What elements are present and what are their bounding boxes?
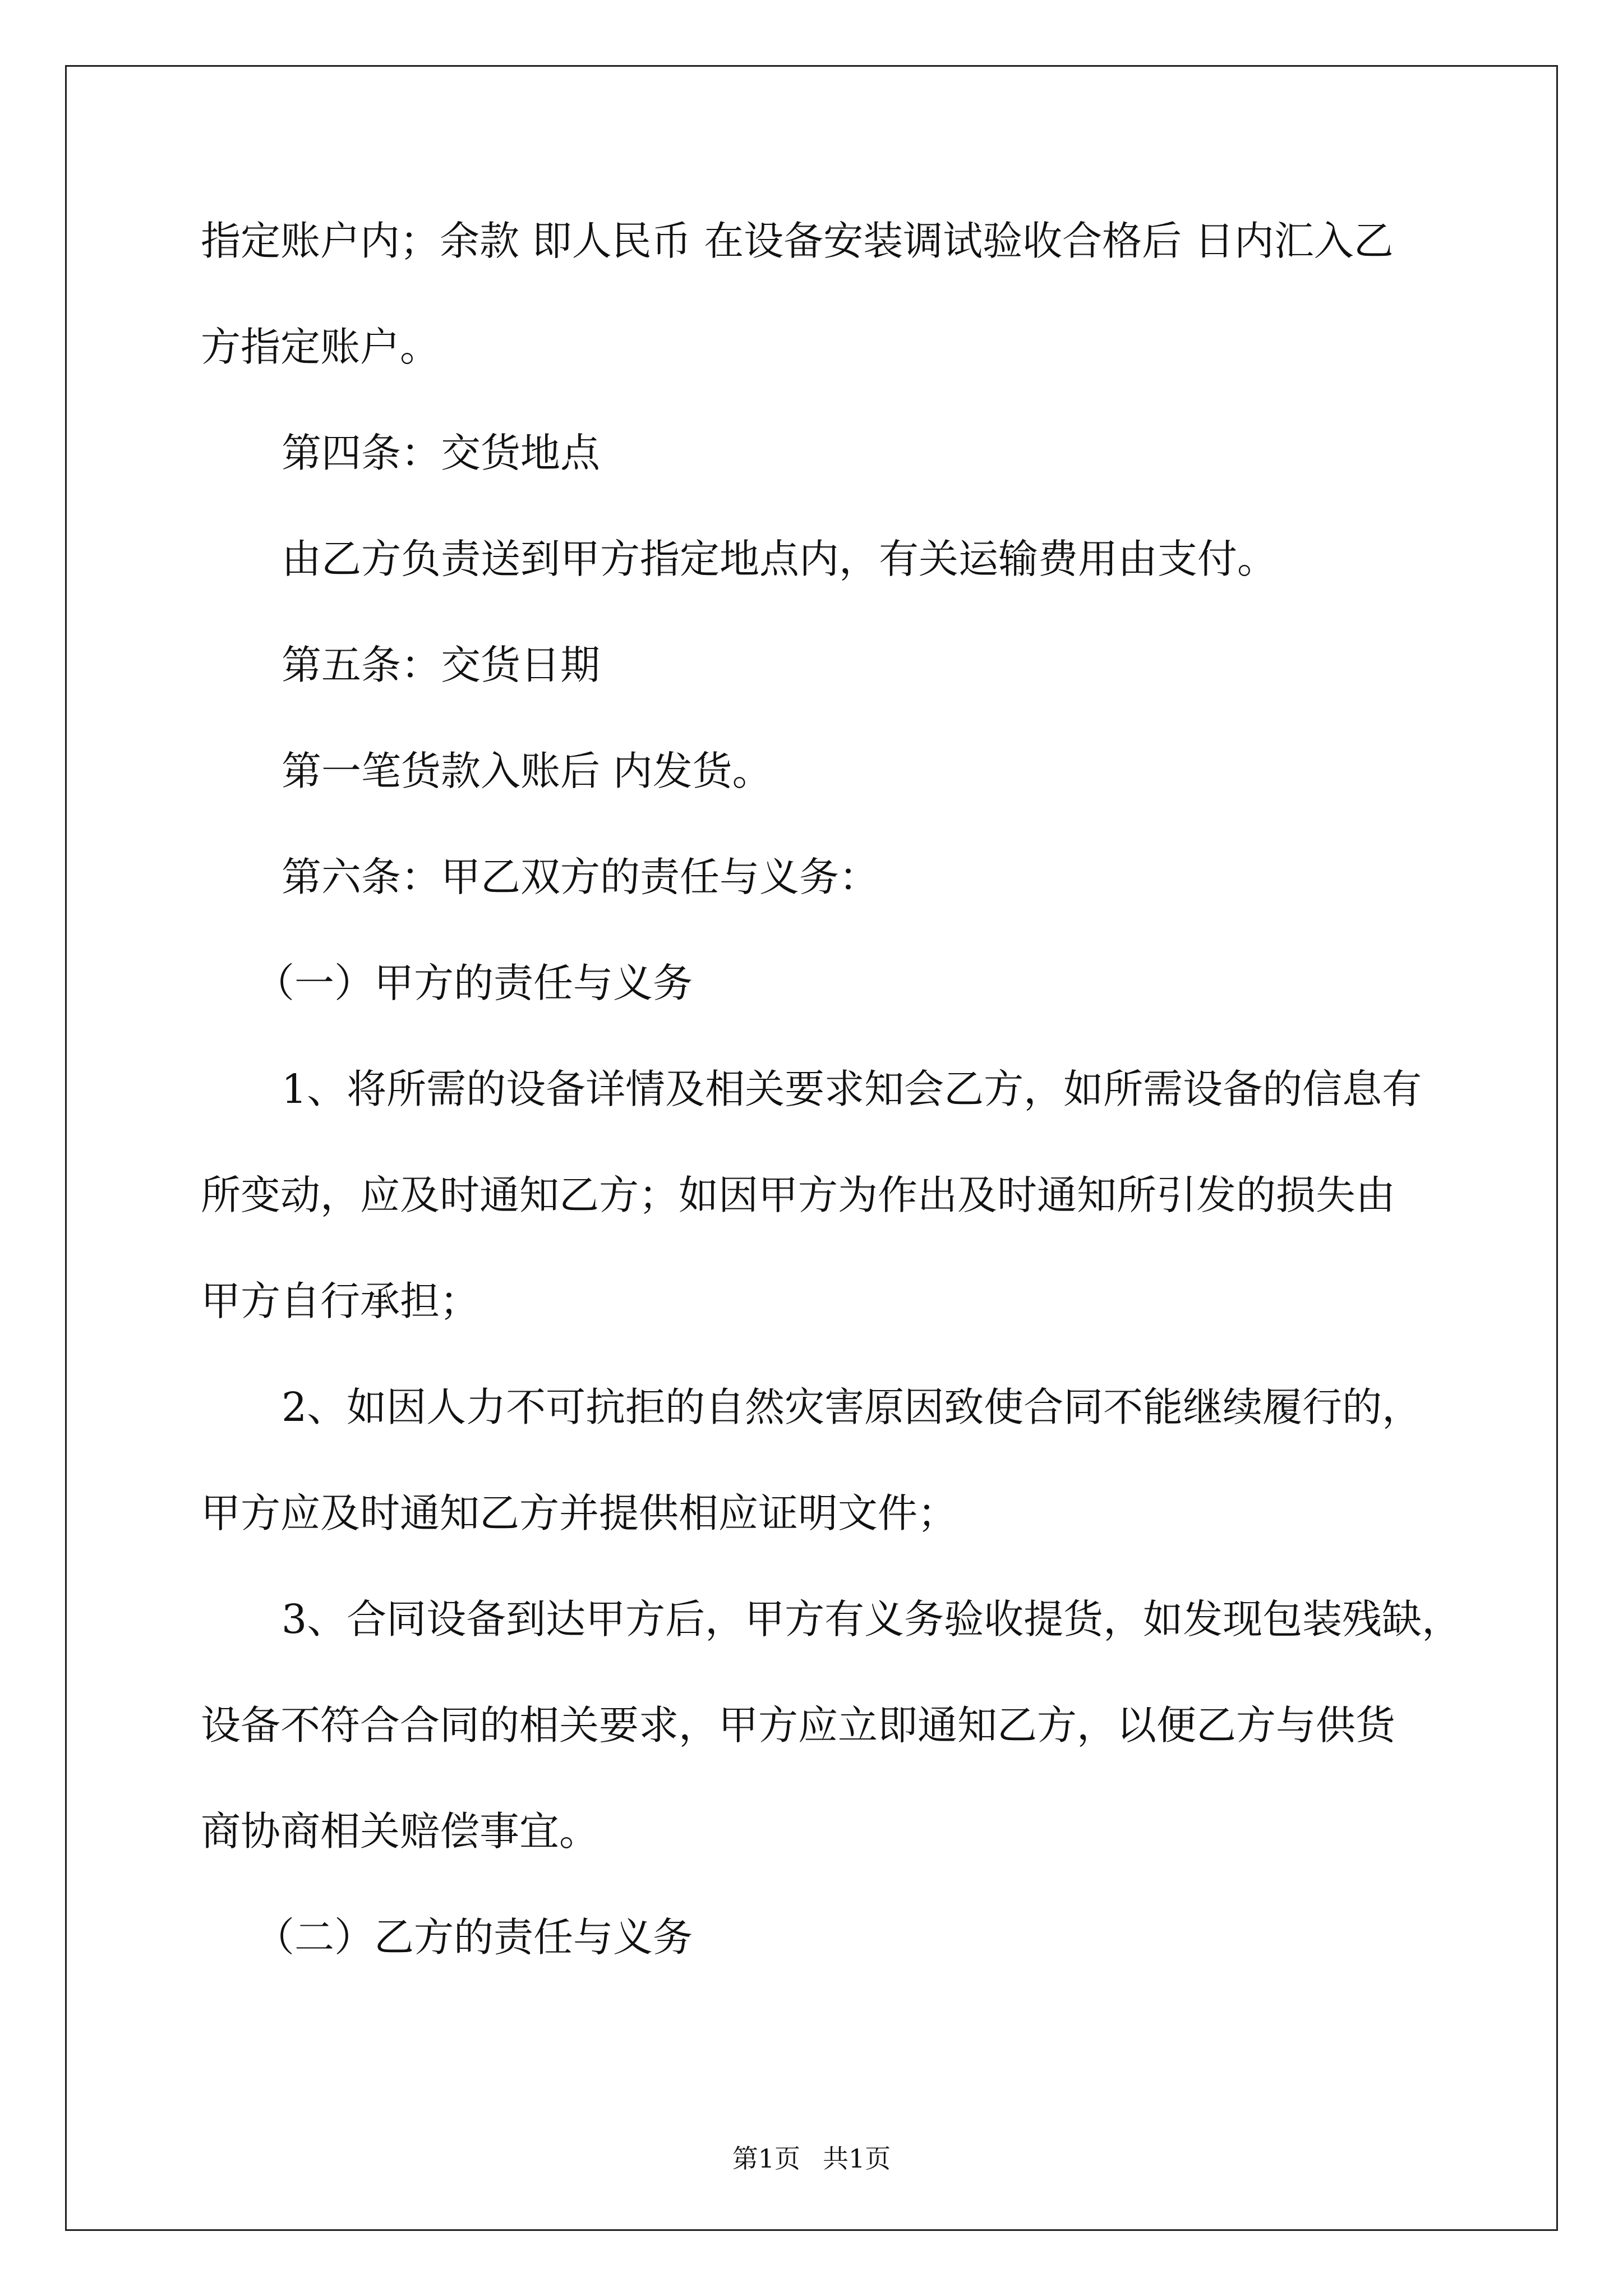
text-line: 第一笔货款入账后 内发货。 — [282, 748, 772, 794]
text-line: 设备不符合合同的相关要求，甲方应立即通知乙方，以便乙方与供货 — [201, 1702, 1396, 1749]
section-heading: 第四条：交货地点 — [282, 430, 601, 476]
section-heading: 第五条：交货日期 — [282, 642, 601, 688]
text-line: 所变动，应及时通知乙方；如因甲方为作出及时通知所引发的损失由 — [201, 1172, 1396, 1218]
text-line: 2、如因人力不可抗拒的自然灾害原因致使合同不能继续履行的， — [282, 1384, 1422, 1430]
page-total: 共1页 — [823, 2143, 891, 2174]
text-line: 甲方应及时通知乙方并提供相应证明文件； — [201, 1490, 958, 1536]
text-line: 甲方自行承担； — [201, 1278, 480, 1324]
page-footer — [0, 2142, 1623, 2175]
text-line: 指定账户内；余款 即人民币 在设备安装调试验收合格后 日内汇入乙 — [201, 218, 1394, 264]
text-line: 商协商相关赔偿事宜。 — [201, 1808, 600, 1855]
text-line: 3、合同设备到达甲方后，甲方有义务验收提货，如发现包装残缺， — [282, 1596, 1462, 1642]
page-number: 第1页 — [732, 2143, 800, 2174]
document-body — [201, 213, 1462, 2016]
text-line: 1、将所需的设备详情及相关要求知会乙方，如所需设备的信息有 — [282, 1066, 1422, 1112]
text-line: 方指定账户。 — [201, 324, 440, 370]
subsection-heading: （一）甲方的责任与义务 — [255, 960, 693, 1006]
section-heading: 第六条：甲乙双方的责任与义务： — [282, 854, 879, 900]
text-line: 由乙方负责送到甲方指定地点内，有关运输费用由支付。 — [282, 536, 1278, 582]
subsection-heading: （二）乙方的责任与义务 — [255, 1914, 693, 1961]
